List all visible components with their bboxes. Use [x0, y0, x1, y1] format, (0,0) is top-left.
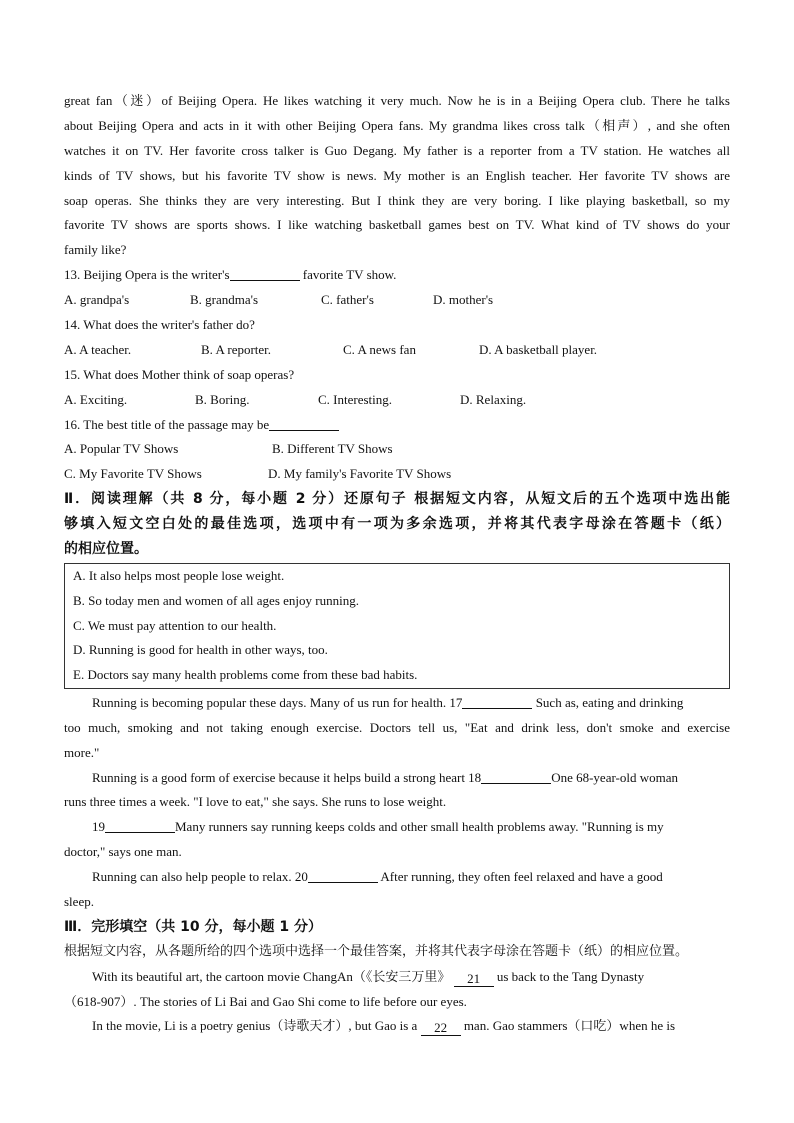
answer-blank — [269, 416, 339, 431]
passage-line: kinds of TV shows, but his favorite TV show is news. My mother is an English teacher. Her favorite TV shows are — [64, 167, 730, 183]
answer-blank — [230, 266, 300, 281]
passage-line: great fan（迷）of Beijing Opera. He likes watching it very much. Now he is in a Beijing Opera club. There he talks — [64, 93, 730, 108]
question-14-options — [64, 338, 730, 363]
section-3-heading: Ⅲ．完形填空（共 10 分，每小题 1 分） — [64, 918, 322, 935]
option-a: A. grandpa's — [64, 292, 130, 308]
cloze-blank-21: 21 — [454, 972, 494, 987]
option-d: D. My family's Favorite TV Shows — [268, 466, 452, 482]
section-3-instruction: 根据短文内容，从各题所给的四个选项中选择一个最佳答案，并将其代表字母涂在答题卡（纸）的相应位置。 — [64, 943, 689, 959]
sentence-option-a: A. It also helps most people lose weight. — [73, 567, 285, 583]
passage-line: soap operas. She thinks they are very interesting. But I think they are very boring. I like playing basketball, so my — [64, 192, 730, 208]
cloze-blank-22: 22 — [421, 1021, 461, 1036]
option-d: D. Relaxing. — [460, 391, 527, 407]
passage-line: family like? — [64, 242, 127, 258]
question-16-stem: 16. The best title of the passage may be — [64, 413, 730, 438]
passage-line: Running can also help people to relax. 20 After running, they often feel relaxed and have a good — [92, 869, 663, 885]
answer-blank — [308, 868, 378, 883]
option-b: B. A reporter. — [201, 341, 272, 357]
sentence-options-box — [64, 563, 730, 689]
question-15-stem: 15. What does Mother think of soap operas? — [64, 366, 295, 382]
sentence-option-b: B. So today men and women of all ages enjoy running. — [73, 592, 359, 608]
passage-line: Running is becoming popular these days. Many of us run for health. 17 Such as, eating and drinking — [92, 694, 684, 710]
option-c: C. father's — [321, 292, 374, 308]
section-2-heading: Ⅱ．阅读理解（共 8 分，每小题 2 分）还原句子 根据短文内容，从短文后的五个选项中选出能 够填入短文空白处的最佳选项，选项中有一项为多余选项，并将其代表字母涂在答题卡（纸） 的相应位置。 — [64, 491, 730, 558]
question-13-stem: 13. Beijing Opera is the writer's favorite TV show. — [64, 267, 397, 283]
question-14-stem: 14. What does the writer's father do? — [64, 317, 255, 333]
question-16-options-row2 — [64, 462, 730, 487]
passage-line: sleep. — [64, 894, 94, 910]
option-b: B. Different TV Shows — [272, 441, 393, 457]
passage-line: Running is a good form of exercise because it helps build a strong heart 18 One 68-year-old woman — [92, 769, 678, 785]
cloze-line: （618-907）. The stories of Li Bai and Gao Shi come to life before our eyes. — [64, 993, 467, 1009]
question-15-options — [64, 388, 730, 413]
cloze-line: With its beautiful art, the cartoon movie ChangAn（《长安三万里》 21 us back to the Tang Dynasty — [92, 968, 645, 986]
option-c: C. My Favorite TV Shows — [64, 466, 202, 482]
answer-blank — [462, 694, 532, 709]
reading-passage — [64, 89, 730, 263]
sentence-option-e: E. Doctors say many health problems come from these bad habits. — [73, 667, 418, 683]
option-d: D. mother's — [433, 292, 494, 308]
sentence-option-c: C. We must pay attention to our health. — [73, 617, 277, 633]
option-b: B. grandma's — [190, 292, 259, 308]
option-a: A. Exciting. — [64, 391, 128, 407]
cloze-line: In the movie, Li is a poetry genius（诗歌天才）, but Gao is a 22 man. Gao stammers（口吃）when he is — [92, 1018, 676, 1036]
option-c: C. A news fan — [343, 341, 416, 357]
option-d: D. A basketball player. — [479, 341, 598, 357]
passage-line: too much, smoking and not taking enough exercise. Doctors tell us, "Eat and drink less, don't smoke and exercise — [64, 719, 730, 735]
passage-line: doctor," says one man. — [64, 844, 182, 860]
passage-line: favorite TV shows are sports shows. I like watching basketball games best on TV. What kind of TV shows do your — [64, 217, 730, 233]
option-b: B. Boring. — [195, 391, 250, 407]
passage-line: about Beijing Opera and acts in it with other Beijing Opera fans. My grandma likes cross talk（相声）, and she often — [64, 117, 730, 133]
option-a: A. A teacher. — [64, 341, 132, 357]
option-a: A. Popular TV Shows — [64, 441, 179, 457]
running-passage — [64, 691, 730, 915]
exam-page — [64, 89, 730, 1039]
passage-line: 19 Many runners say running keeps colds and other small health problems away. "Running is my — [92, 819, 664, 835]
passage-line: more." — [64, 744, 100, 760]
question-16-options-row1 — [64, 437, 730, 462]
option-c: C. Interesting. — [318, 391, 393, 407]
passage-line: watches it on TV. Her favorite cross talker is Guo Degang. My father is a reporter from a TV station. He watches all — [64, 142, 730, 158]
question-13-options — [64, 288, 730, 313]
answer-blank — [481, 769, 551, 784]
passage-line: runs three times a week. "I love to eat," she says. She runs to lose weight. — [64, 794, 447, 810]
answer-blank — [105, 818, 175, 833]
sentence-option-d: D. Running is good for health in other ways, too. — [73, 642, 328, 658]
